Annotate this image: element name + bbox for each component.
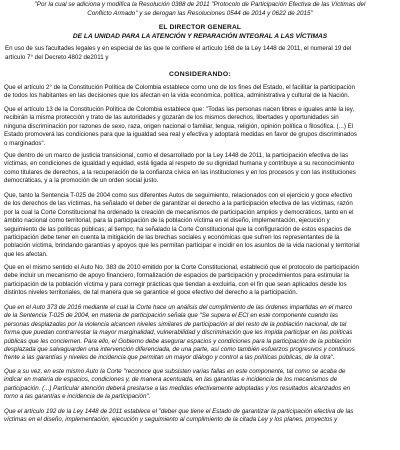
- resolution-subject: "Por la cual se adiciona y modifica la Resolución 0388 de 2011 "Protocolo de Participación Efectiva de las Víctimas del Conflicto Armado" y se derogan las Resoluciones 0544 de 2014 y 0622 de 2015": [34, 1, 366, 17]
- paragraph-4: Que, tanto la Sentencia T-025 de 2004 como sus diferentes Autos de seguimiento, relacionados con el ejercicio y goce efectivo de los derechos de las víctimas, ha señalado el deber de garantizar el derecho a la participación efectiva de las víctimas, razón por la cual la Corte Constitucional ha ordenado la creación de mecanismos de participación amplios y democráticos, tanto en el ámbito nacional como territorial, para la participación de la población víctima en el diseño, implementación, ejecución y seguimiento de las políticas públicas; al tiempo, ha señalado la Corte Constitucional que la configuración de estos espacios de participación debe tener en cuenta la mitigación de las brechas sociales y económicas que sufren los representantes de la población víctima, brindando garantías y apoyos que les permitan participar e incidir en los asuntos de la vida nacional y territorial que les afectan.: [4, 192, 360, 258]
- paragraph-5: Que en el mismo sentido el Auto No. 383 de 2010 emitido por la Corte Constitucional, estableció que el protocolo de participación debe incluir un mecanismo de apoyo financiero, formalización de espacios de participación y procedimientos para estimular la participación de la población víctima y para corregir prácticas que tiendan a excluirla, con el fin que sean aplicados desde los distintos niveles territoriales, de tal manera que se garantice el goce efectivo del derecho a la participación.: [4, 264, 359, 297]
- paragraph-6: Que en el Auto 373 de 2016 mediante el cual la Corte hace un análisis del cumplimiento de las órdenes impartidas en el marco de la Sentencia T-025 de 2004, en materia de participación señala que "Se supera el ECI en este componente cuando las personas desplazadas por la violencia alcancen niveles similares de participación al del resto de la población nacional, de tal forma que puedan contrarrestar la mayor marginalidad, vulnerabilidad y discriminación que les impida participar en las políticas públicas que les conciernen. Para ello, el Gobierno debe asegurar espacios y condiciones para la participación de la población desplazada que salvaguarden una intervención diferenciada, de una parte, así como también esfuerzos progresivos y continuos frente a las garantías y niveles de incidencia que permitan un mayor diálogo y control a las políticas públicas, de la otra".: [4, 304, 355, 362]
- paragraph-3: Que dentro de un marco de justicia transicional, como el desarrollado por la Ley 1448 de 2011, la participación efectiva de las víctimas, en condiciones de igualdad y equidad, está ligada al respeto de su dignidad humana y contribuye a su reconocimiento como titulares de derechos, a la recuperación de la confianza cívica en las instituciones y en los procesos y con las instituciones democráticas, y a la promoción de un orden social justo.: [4, 152, 356, 185]
- paragraph-1: Que el artículo 2° de la Constitución Política de Colombia establece como uno de los fines del Estado, el facilitar la participación de todos los habitantes en las decisiones que los afectan en la vida económica, política, administrativa y cultural de la Nación.: [4, 84, 355, 100]
- paragraph-7: Que a su vez, en este mismo Auto la Corte "reconoce que subsisten varias fallas en este componente, tal como se acaba de indicar en materia de espacios, condiciones y, de manera acentuada, en las garantías e incidencia de los mecanismos de participación. (...) Particular atención deberá prestarse a las medidas efectivamente adoptadas y los resultados alcanzados en torno a las garantías e incidencia de la participación".: [4, 368, 351, 401]
- paragraph-8: Que el artículo 192 de la Ley 1448 de 2011 establece el "deber que tiene el Estado de garantizar la participación efectiva de las víctimas en el diseño, implementación, ejecución y seguimiento al cumplimiento de la citada Ley y los planes, proyectos y: [4, 408, 354, 424]
- preamble: En uso de sus facultades legales y en especial de las que le confiere el artículo 168 de la Ley 1448 de 2011, el numeral 19 del artículo 7° del Decreto 4802 de2011 y: [5, 45, 352, 61]
- title-line-2: DE LA UNIDAD PARA LA ATENCIÓN Y REPARACIÓN INTEGRAL A LAS VÍCTIMAS: [72, 33, 328, 40]
- title-line-1: EL DIRECTOR GENERAL: [158, 24, 242, 31]
- considerando-heading: CONSIDERANDO:: [168, 71, 232, 78]
- paragraph-2: Que el artículo 13 de la Constitución Política de Colombia establece que: "Todas las personas nacen libres e iguales ante la ley, recibirán la misma protección y trato de las autoridades y gozarán de los mismos derechos, libertades y oportunidades sin ninguna discriminación por razones de sexo, raza, origen nacional o familiar, lengua, religión, opinión política o filosófica. (...) El Estado promoverá las condiciones para que la igualdad sea real y efectiva y adoptará medidas en favor de grupos discriminados o marginados".: [4, 106, 357, 147]
